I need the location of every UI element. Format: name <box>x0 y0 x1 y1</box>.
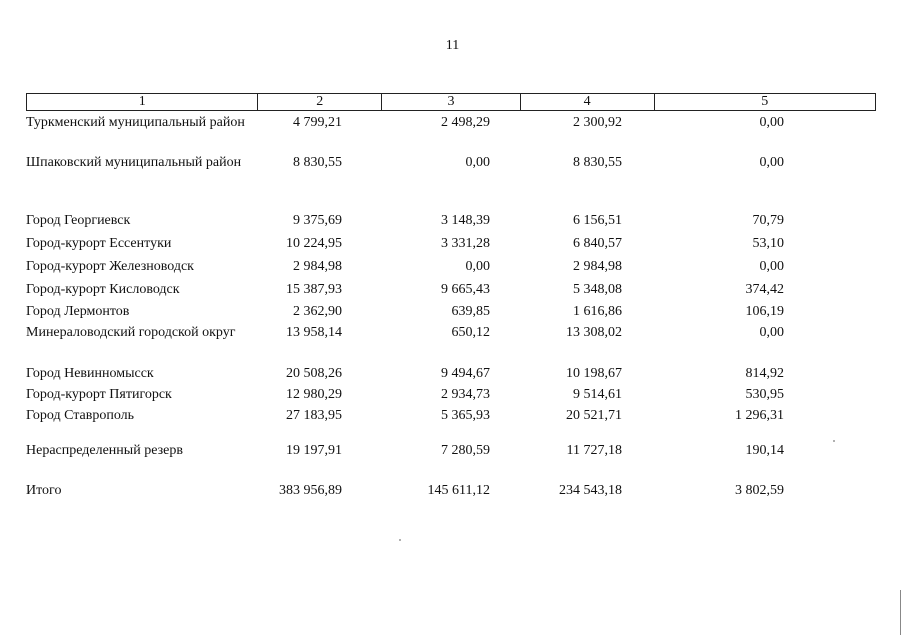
row-value-col4: 9 514,61 <box>573 387 622 402</box>
row-value-col4: 2 300,92 <box>573 115 622 130</box>
row-value-col3: 639,85 <box>451 304 490 319</box>
row-value-col5: 3 802,59 <box>735 483 784 498</box>
row-value-col3: 145 611,12 <box>427 483 490 498</box>
row-value-col3: 3 331,28 <box>441 236 490 251</box>
row-value-col5: 1 296,31 <box>735 408 784 423</box>
row-value-col5: 0,00 <box>759 259 784 274</box>
row-name: Город Невинномысск <box>26 366 154 381</box>
row-value-col5: 530,95 <box>745 387 784 402</box>
row-name: Город Лермонтов <box>26 304 130 319</box>
row-value-col5: 374,42 <box>745 282 784 297</box>
row-name: Шпаковский муниципальный район <box>26 155 242 170</box>
row-name: Город-курорт Кисловодск <box>26 282 180 297</box>
row-value-col2: 2 984,98 <box>293 259 342 274</box>
row-value-col5: 70,79 <box>752 213 784 228</box>
row-name: Город-курорт Ессентуки <box>26 236 172 251</box>
row-value-col2: 9 375,69 <box>293 213 342 228</box>
row-name: Туркменский муниципальный район <box>26 115 245 130</box>
row-value-col5: 814,92 <box>745 366 784 381</box>
table-header-row <box>26 93 876 111</box>
row-value-col3: 0,00 <box>465 259 490 274</box>
row-value-col4: 11 727,18 <box>566 443 622 458</box>
row-value-col2: 12 980,29 <box>286 387 342 402</box>
row-name: Минераловодский городской округ <box>26 325 236 340</box>
row-value-col2: 20 508,26 <box>286 366 342 381</box>
row-value-col3: 9 665,43 <box>441 282 490 297</box>
row-value-col4: 8 830,55 <box>573 155 622 170</box>
row-value-col4: 1 616,86 <box>573 304 622 319</box>
row-value-col4: 234 543,18 <box>559 483 622 498</box>
row-value-col2: 19 197,91 <box>286 443 342 458</box>
row-value-col4: 6 840,57 <box>573 236 622 251</box>
row-value-col4: 20 521,71 <box>566 408 622 423</box>
row-value-col2: 27 183,95 <box>286 408 342 423</box>
row-value-col4: 2 984,98 <box>573 259 622 274</box>
row-name: Город-курорт Пятигорск <box>26 387 172 402</box>
row-value-col4: 5 348,08 <box>573 282 622 297</box>
header-cell-4: 4 <box>521 94 655 110</box>
row-value-col3: 5 365,93 <box>441 408 490 423</box>
header-cell-1: 1 <box>27 94 258 110</box>
row-name: Город Ставрополь <box>26 408 135 423</box>
row-value-col3: 9 494,67 <box>441 366 490 381</box>
row-value-col5: 0,00 <box>759 325 784 340</box>
row-value-col3: 3 148,39 <box>441 213 490 228</box>
row-value-col2: 8 830,55 <box>293 155 342 170</box>
row-value-col3: 2 934,73 <box>441 387 490 402</box>
row-name: Город Георгиевск <box>26 213 131 228</box>
page-number: 11 <box>445 38 460 53</box>
scan-edge-mark <box>900 590 901 635</box>
row-value-col3: 0,00 <box>465 155 490 170</box>
row-value-col3: 650,12 <box>451 325 490 340</box>
row-value-col2: 2 362,90 <box>293 304 342 319</box>
row-name: Нераспределенный резерв <box>26 443 183 458</box>
row-value-col5: 0,00 <box>759 115 784 130</box>
row-value-col4: 10 198,67 <box>566 366 622 381</box>
row-value-col4: 13 308,02 <box>566 325 622 340</box>
header-cell-2: 2 <box>258 94 382 110</box>
row-value-col2: 13 958,14 <box>286 325 342 340</box>
row-value-col2: 4 799,21 <box>293 115 342 130</box>
row-value-col2: 383 956,89 <box>279 483 342 498</box>
row-value-col3: 7 280,59 <box>441 443 490 458</box>
row-value-col5: 0,00 <box>759 155 784 170</box>
row-name: Итого <box>26 483 62 498</box>
row-value-col4: 6 156,51 <box>573 213 622 228</box>
header-cell-5: 5 <box>761 94 769 109</box>
header-cell-3: 3 <box>382 94 521 110</box>
row-value-col3: 2 498,29 <box>441 115 490 130</box>
row-value-col2: 10 224,95 <box>286 236 342 251</box>
scan-speck <box>833 440 835 442</box>
row-value-col5: 190,14 <box>745 443 784 458</box>
row-value-col5: 53,10 <box>752 236 784 251</box>
row-value-col5: 106,19 <box>745 304 784 319</box>
row-name: Город-курорт Железноводск <box>26 259 194 274</box>
scan-speck <box>399 539 401 541</box>
row-value-col2: 15 387,93 <box>286 282 342 297</box>
